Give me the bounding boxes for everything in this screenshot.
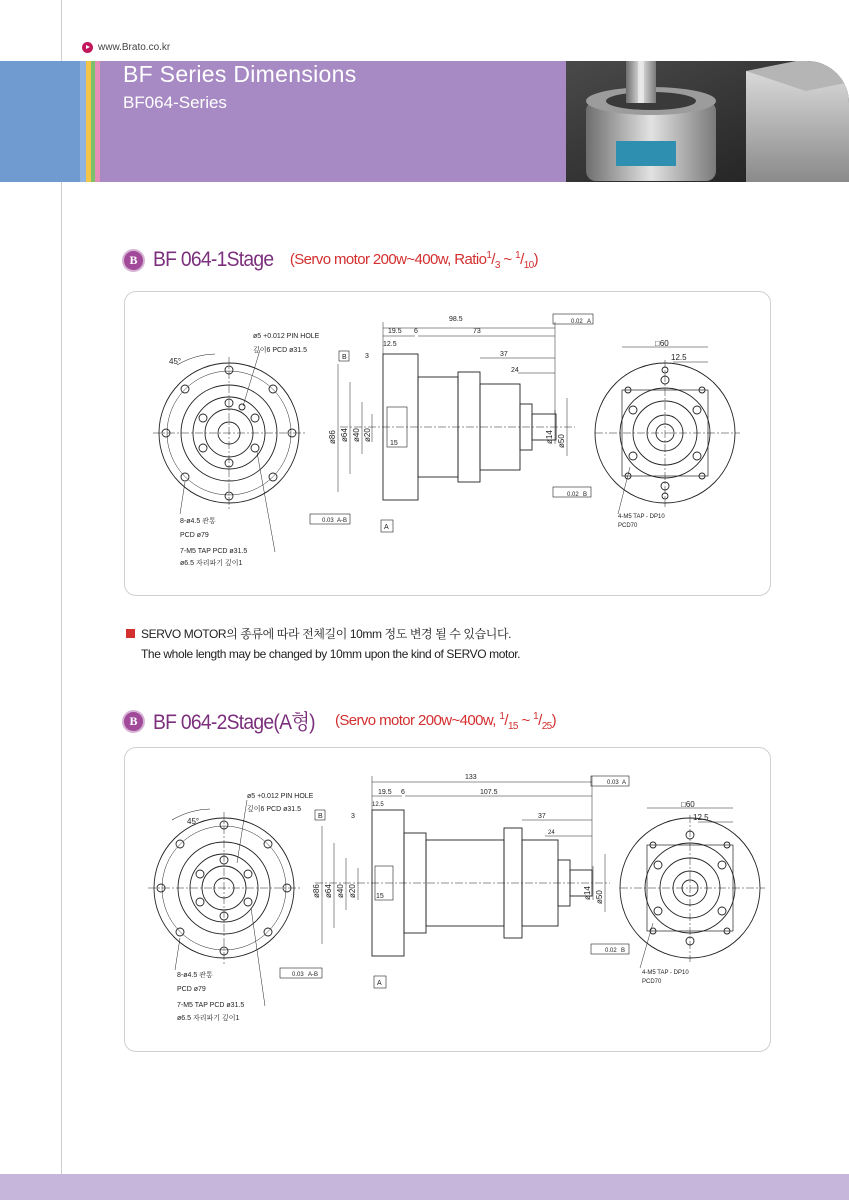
dia-14: ø14 — [545, 430, 554, 444]
ratio-a-denominator: 15 — [507, 720, 518, 732]
section-title: BF 064-2Stage(A형) — [153, 711, 315, 734]
ratio-a-numerator: 1 — [486, 249, 492, 261]
dia-64: ø64 — [340, 428, 349, 442]
datum-a-box: A — [377, 980, 382, 987]
dia-64: ø64 — [324, 884, 333, 898]
dia-40: ø40 — [336, 884, 345, 898]
dim-12-5: 12.5 — [372, 802, 384, 808]
datum-ab-ref: A-B — [308, 972, 319, 978]
dia-40: ø40 — [352, 428, 361, 442]
dim-15: 15 — [390, 440, 398, 447]
ratio-separator: ~ — [499, 250, 516, 268]
section-heading-1stage — [122, 248, 538, 272]
dim-12-5-right: 12.5 — [671, 353, 687, 362]
dia-50: ø50 — [595, 890, 604, 904]
site-url-text: www.Brato.co.kr — [98, 41, 171, 53]
page-subtitle: BF064-Series — [123, 93, 227, 112]
detail-prefix: (Servo motor 200w~400w, — [334, 711, 500, 729]
dim-6: 6 — [401, 789, 405, 796]
dimension-drawing-1stage — [124, 291, 771, 596]
datum-b-ref: B — [583, 492, 588, 498]
ratio-b-denominator: 10 — [523, 259, 534, 271]
note-korean: SERVO MOTOR의 종류에 따라 전체길이 10mm 정도 변경 될 수 있습니다. — [141, 627, 512, 641]
dim-19-5: 19.5 — [378, 789, 392, 796]
pcd79-label: PCD ø79 — [177, 986, 206, 993]
arrow-circle-icon — [82, 42, 93, 53]
dia-14: ø14 — [583, 886, 592, 900]
pin-hole-label: ø5 +0.012 PIN HOLE — [253, 333, 320, 340]
hole-note: 8-ø4.5 관통 — [177, 972, 213, 979]
bullet-square-icon — [126, 629, 135, 638]
section-heading-2stage — [122, 706, 556, 736]
ratio-a-numerator: 1 — [499, 710, 505, 722]
detail-prefix: (Servo motor 200w~400w, Ratio — [289, 250, 487, 268]
note-english: The whole length may be changed by 10mm upon the kind of SERVO motor. — [141, 647, 521, 661]
pcd70-label: PCD70 — [618, 523, 638, 529]
ratio-b-numerator: 1 — [515, 249, 521, 261]
datum-a-ref: A — [587, 319, 592, 325]
length-note — [126, 624, 520, 664]
page-title: BF Series Dimensions — [123, 61, 357, 87]
dia-20: ø20 — [363, 428, 372, 442]
datum-b-box: B — [318, 813, 323, 820]
datum-b-ref: B — [621, 948, 626, 954]
runout-tolerance: 0.03 — [322, 518, 334, 524]
detail-suffix: ) — [551, 711, 557, 729]
dim-19-5: 19.5 — [388, 328, 402, 335]
dim-12-5-right: 12.5 — [693, 813, 709, 822]
runout-tolerance: 0.03 — [292, 972, 304, 978]
dimension-drawing-2stage — [124, 747, 771, 1052]
datum-ab-ref: A-B — [337, 518, 348, 524]
dim-24: 24 — [511, 367, 519, 374]
dim-107-5: 107.5 — [480, 789, 498, 796]
tap-note: 7-M5 TAP PCD ø31.5 — [180, 548, 248, 555]
dim-3: 3 — [351, 813, 355, 820]
counterbore-note: ø6.5 자리파기 깊이1 — [177, 1015, 240, 1022]
dim-3: 3 — [365, 353, 369, 360]
ratio-separator: ~ — [517, 711, 534, 729]
pin-hole-label: ø5 +0.012 PIN HOLE — [247, 793, 314, 800]
total-length-dim: 98.5 — [449, 316, 463, 323]
pin-depth-label: 깊이6 PCD ø31.5 — [253, 347, 307, 354]
banner-blue-block — [0, 61, 80, 182]
square-60-dim: □60 — [655, 339, 669, 348]
dim-6: 6 — [414, 328, 418, 335]
square-60-dim: □60 — [681, 800, 695, 809]
counterbore-note: ø6.5 자리파기 깊이1 — [180, 560, 243, 567]
site-url[interactable] — [82, 40, 170, 54]
total-length-dim: 133 — [465, 774, 477, 781]
dim-73: 73 — [473, 328, 481, 335]
gearbox-product-photo — [566, 61, 849, 182]
detail-suffix: ) — [533, 250, 539, 268]
ratio-a-denominator: 3 — [494, 259, 500, 271]
section-detail: (Servo motor 200w~400w, $^1/_{15}$ ~ $^1/_{25}$) — [334, 710, 557, 732]
brand-badge-icon: B — [122, 249, 145, 272]
dim-12-5: 12.5 — [383, 341, 397, 348]
pcd79-label: PCD ø79 — [180, 532, 209, 539]
pin-depth-label: 깊이6 PCD ø31.5 — [247, 806, 301, 813]
datum-a-ref: A — [622, 780, 627, 786]
dia-20: ø20 — [348, 884, 357, 898]
dia-50: ø50 — [557, 434, 566, 448]
dim-37: 37 — [500, 351, 508, 358]
perpendicular-tolerance: 0.02 — [605, 948, 617, 954]
dim-24: 24 — [548, 830, 555, 836]
ratio-b-numerator: 1 — [533, 710, 539, 722]
dia-86: ø86 — [312, 884, 321, 898]
m5-tap-note: 4-M5 TAP - DP10 — [642, 970, 689, 976]
footer-bar — [0, 1174, 849, 1200]
dia-86: ø86 — [328, 430, 337, 444]
section-title: BF 064-1Stage — [153, 248, 274, 271]
dim-37: 37 — [538, 813, 546, 820]
angle-label: 45° — [187, 817, 200, 826]
brand-badge-icon: B — [122, 710, 145, 733]
dim-15: 15 — [376, 893, 384, 900]
ratio-b-denominator: 25 — [541, 720, 552, 732]
parallel-tolerance: 0.03 — [607, 780, 619, 786]
datum-b-box: B — [342, 354, 347, 361]
hole-note: 8-ø4.5 관통 — [180, 518, 216, 525]
perpendicular-tolerance: 0.02 — [567, 492, 579, 498]
datum-a-box: A — [384, 524, 389, 531]
parallel-tolerance: 0.02 — [571, 319, 583, 325]
angle-label: 45° — [169, 357, 182, 366]
section-detail: (Servo motor 200w~400w, $Ratio^1/_3$ ~ $^1/_{10}$) — [289, 249, 539, 271]
pcd70-label: PCD70 — [642, 979, 662, 985]
tap-note: 7-M5 TAP PCD ø31.5 — [177, 1002, 245, 1009]
m5-tap-note: 4-M5 TAP - DP10 — [618, 514, 665, 520]
